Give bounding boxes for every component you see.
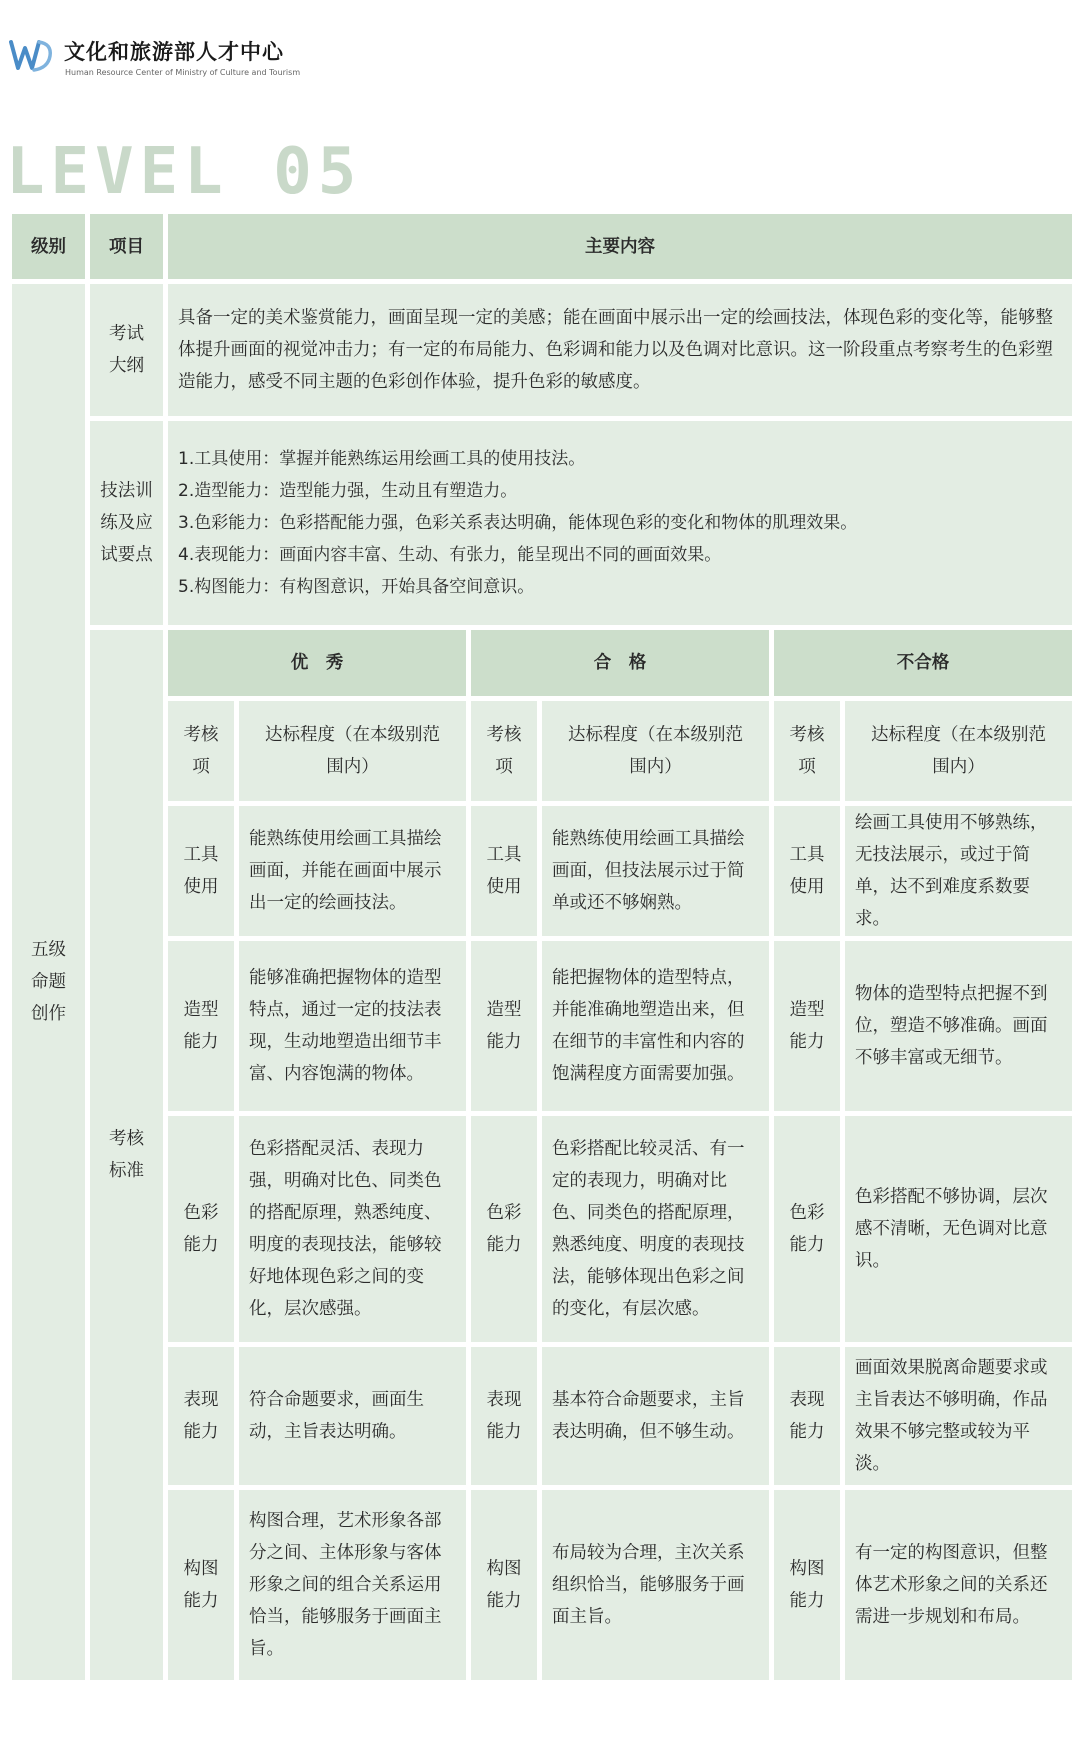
criterion-pass: 能把握物体的造型特点，并能准确地塑造出来，但在细节的丰富性和内容的饱满程度方面需要加强。 xyxy=(542,941,769,1111)
criterion-fail: 有一定的构图意识，但整体艺术形象之间的关系还需进一步规划和布局。 xyxy=(845,1490,1072,1680)
sub-header-degree: 达标程度（在本级别范围内） xyxy=(239,701,466,801)
exam-outline-text: 具备一定的美术鉴赏能力，画面呈现一定的美感；能在画面中展示出一定的绘画技法，体现色彩的变化等，能够整体提升画面的视觉冲击力；有一定的布局能力、色彩调和能力以及色调对比意识。这一阶段重点考察考生的色彩塑造能力，感受不同主题的色彩创作体验，提升色彩的敏感度。 xyxy=(168,284,1072,416)
criterion-item: 工具使用 xyxy=(774,806,840,936)
sub-header-item: 考核项 xyxy=(774,701,840,801)
criterion-item: 表现能力 xyxy=(774,1347,840,1485)
criterion-fail: 色彩搭配不够协调，层次感不清晰，无色调对比意识。 xyxy=(845,1116,1072,1342)
level-value-cell: 五级命题创作 xyxy=(12,284,85,1680)
technique-item: 4.表现能力：画面内容丰富、生动、有张力，能呈现出不同的画面效果。 xyxy=(178,545,722,565)
criterion-item: 造型能力 xyxy=(471,941,537,1111)
technique-item: 3.色彩能力：色彩搭配能力强，色彩关系表达明确，能体现色彩的变化和物体的肌理效果。 xyxy=(178,513,858,533)
wave-logo-icon xyxy=(8,34,54,76)
criterion-item: 表现能力 xyxy=(168,1347,234,1485)
criterion-item: 色彩能力 xyxy=(471,1116,537,1342)
criterion-item: 构图能力 xyxy=(774,1490,840,1680)
criterion-pass: 能熟练使用绘画工具描绘画面，但技法展示过于简单或还不够娴熟。 xyxy=(542,806,769,936)
criterion-fail: 画面效果脱离命题要求或主旨表达不够明确，作品效果不够完整或较为平淡。 xyxy=(845,1347,1072,1485)
exam-outline-label: 考试大纲 xyxy=(90,284,163,416)
level-table xyxy=(12,214,1068,1676)
sub-header-degree: 达标程度（在本级别范围内） xyxy=(845,701,1072,801)
org-name-en: Human Resource Center of Ministry of Culture and Tourism xyxy=(65,68,301,77)
criterion-item: 构图能力 xyxy=(471,1490,537,1680)
standards-label: 考核标准 xyxy=(90,630,163,1680)
criterion-item: 工具使用 xyxy=(471,806,537,936)
technique-item: 5.构图能力：有构图意识，开始具备空间意识。 xyxy=(178,577,535,597)
grade-header-excellent: 优 秀 xyxy=(168,630,466,696)
criterion-pass: 色彩搭配比较灵活、有一定的表现力，明确对比色、同类色的搭配原理，熟悉纯度、明度的表现技法，能够体现出色彩之间的变化，有层次感。 xyxy=(542,1116,769,1342)
criterion-fail: 物体的造型特点把握不到位，塑造不够准确。画面不够丰富或无细节。 xyxy=(845,941,1072,1111)
page-header xyxy=(8,28,608,92)
sub-header-item: 考核项 xyxy=(471,701,537,801)
col-header-content: 主要内容 xyxy=(168,214,1072,279)
criterion-fail: 绘画工具使用不够熟练，无技法展示，或过于简单，达不到难度系数要求。 xyxy=(845,806,1072,936)
criterion-excellent: 能熟练使用绘画工具描绘画面，并能在画面中展示出一定的绘画技法。 xyxy=(239,806,466,936)
col-header-item: 项目 xyxy=(90,214,163,279)
criterion-item: 色彩能力 xyxy=(774,1116,840,1342)
criterion-item: 造型能力 xyxy=(168,941,234,1111)
technique-label: 技法训练及应试要点 xyxy=(90,421,163,625)
criterion-item: 造型能力 xyxy=(774,941,840,1111)
level-title: LEVEL 05 xyxy=(6,135,363,209)
criterion-item: 色彩能力 xyxy=(168,1116,234,1342)
col-header-level: 级别 xyxy=(12,214,85,279)
criterion-excellent: 色彩搭配灵活、表现力强，明确对比色、同类色的搭配原理，熟悉纯度、明度的表现技法，能够较好地体现色彩之间的变化，层次感强。 xyxy=(239,1116,466,1342)
technique-item: 1.工具使用：掌握并能熟练运用绘画工具的使用技法。 xyxy=(178,449,586,469)
criterion-excellent: 符合命题要求，画面生动，主旨表达明确。 xyxy=(239,1347,466,1485)
technique-item: 2.造型能力：造型能力强，生动且有塑造力。 xyxy=(178,481,518,501)
criterion-item: 表现能力 xyxy=(471,1347,537,1485)
grade-header-pass: 合 格 xyxy=(471,630,769,696)
criterion-item: 构图能力 xyxy=(168,1490,234,1680)
technique-list xyxy=(168,421,1072,625)
criterion-pass: 基本符合命题要求，主旨表达明确，但不够生动。 xyxy=(542,1347,769,1485)
grade-header-fail: 不合格 xyxy=(774,630,1072,696)
sub-header-degree: 达标程度（在本级别范围内） xyxy=(542,701,769,801)
sub-header-item: 考核项 xyxy=(168,701,234,801)
criterion-item: 工具使用 xyxy=(168,806,234,936)
org-name-cn: 文化和旅游部人才中心 xyxy=(64,40,284,64)
criterion-excellent: 构图合理，艺术形象各部分之间、主体形象与客体形象之间的组合关系运用恰当，能够服务于画面主旨。 xyxy=(239,1490,466,1680)
criterion-pass: 布局较为合理，主次关系组织恰当，能够服务于画面主旨。 xyxy=(542,1490,769,1680)
criterion-excellent: 能够准确把握物体的造型特点，通过一定的技法表现，生动地塑造出细节丰富、内容饱满的物体。 xyxy=(239,941,466,1111)
